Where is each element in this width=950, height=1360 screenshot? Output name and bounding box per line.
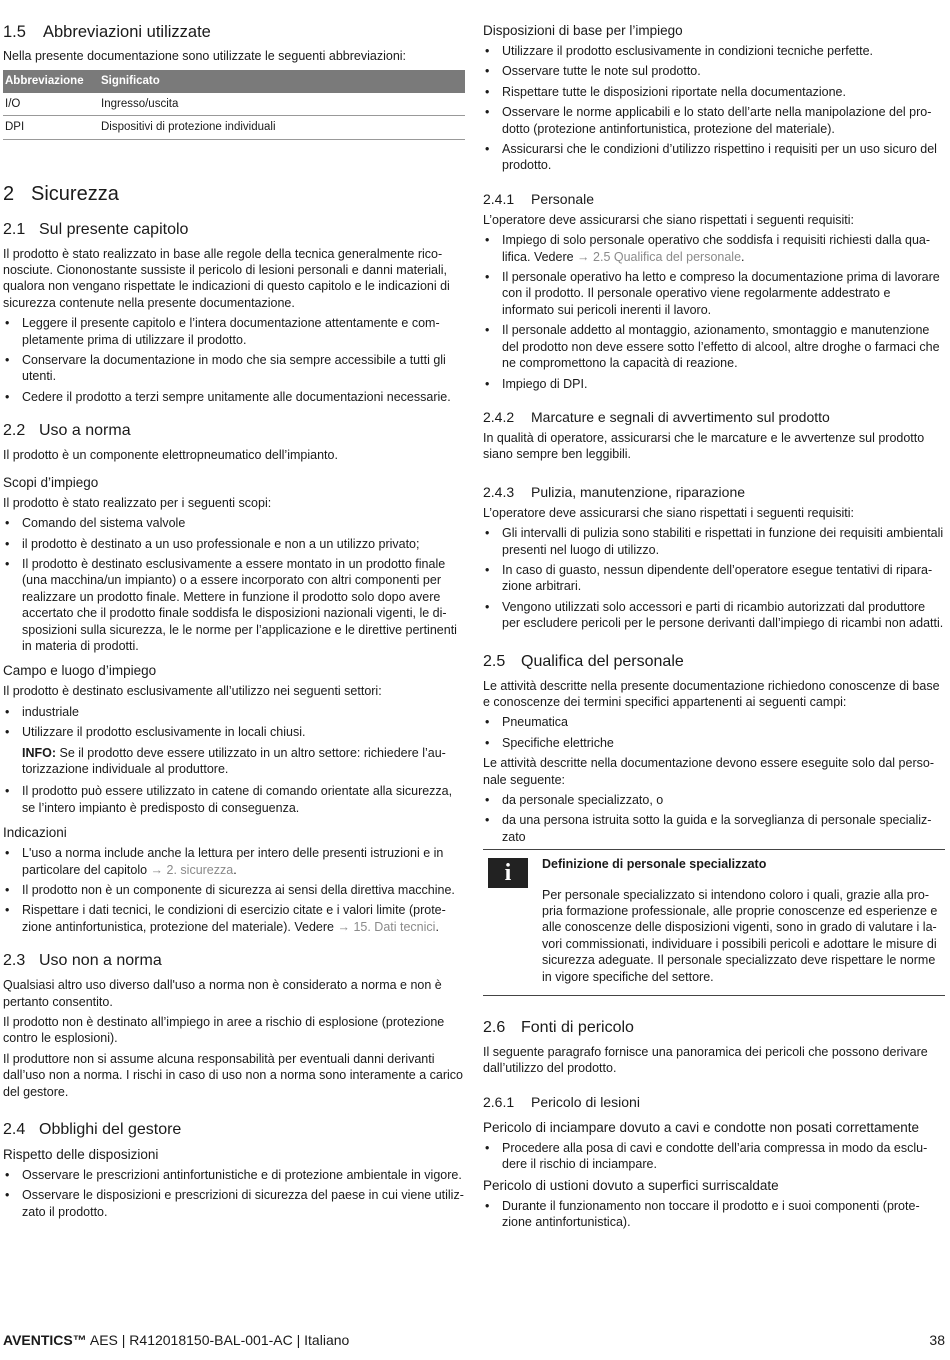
list-item: • Osservare tutte le note sul prodotto. — [483, 63, 945, 79]
table-cell: DPI — [3, 116, 99, 139]
table-cell: Ingresso/uscita — [99, 93, 465, 116]
abbr-intro: Nella presente documentazione sono utilizzate le seguenti abbreviazioni: — [3, 49, 407, 63]
list-item: • Assicurarsi che le condizioni d’utilizzo rispettino i requisiti per un uso sicuro del prodotto. — [483, 141, 945, 174]
section-2-3-para: Il produttore non si assume alcuna responsabilità per eventuali danni derivanti dall’uso non a norma. I rischi in caso di uso non a norma sono interamente a carico del gestore. — [3, 1051, 463, 1099]
info-icon: i — [488, 858, 528, 888]
section-2-1-heading: 2.1 Sul presente capitolo — [3, 220, 189, 238]
list-item: • Procedere alla posa di cavi e condotte dell’aria compressa in modo da escludere il rischio di inciampare. — [483, 1140, 945, 1173]
page-footer — [3, 1332, 945, 1348]
list-item: • da una persona istruita sotto la guida e la sorveglianza di personale specializzato — [483, 812, 945, 845]
scopi-list — [3, 515, 465, 654]
list-item: • Il personale addetto al montaggio, azionamento, smontaggio e manutenzione del prodotto non deve essere sotto l’effetto di alcool, altre droghe o farmaci che ne compromettono la capacità di reazione. — [483, 322, 945, 371]
section-2-3-para: Qualsiasi altro uso diverso dall'uso a norma non è considerato a norma e non è pertanto consentito. — [3, 978, 442, 1009]
base-heading: Disposizioni di base per l’impiego — [483, 23, 683, 38]
section-2-4-1-heading: 2.4.1 Personale — [483, 190, 595, 207]
rispetto-list — [3, 1167, 465, 1220]
table-cell: Dispositivi di protezione individuali — [99, 116, 465, 139]
campo-intro: Il prodotto è destinato esclusivamente all’utilizzo nei seguenti settori: — [3, 684, 382, 699]
footer-brand: AVENTICS™ — [3, 1332, 87, 1348]
indicazioni-heading: Indicazioni — [3, 825, 67, 841]
table-row — [3, 93, 465, 116]
hazard-trip-heading: Pericolo di inciampare dovuto a cavi e condotte non posati correttamente — [483, 1119, 920, 1135]
section-2-5-list-1 — [483, 714, 945, 751]
list-item: • industriale — [3, 704, 465, 720]
list-item: • Comando del sistema valvole — [3, 515, 465, 531]
list-item: • Rispettare i dati tecnici, le condizioni di esercizio citate e i valori limite (protezione antinfortunistica, protezione del materiale). Vedere → 15. Dati tecnici. — [3, 902, 465, 935]
info-label: INFO: — [22, 745, 57, 760]
section-2-5-para-2: Le attività descritte nella documentazione devono essere eseguite solo dal personale seguente: — [483, 756, 934, 787]
scopi-intro: Il prodotto è stato realizzato per i seguenti scopi: — [3, 495, 272, 510]
link-chapter-2[interactable]: → 2. sicurezza — [150, 862, 234, 877]
hazard-burn-heading: Pericolo di ustioni dovuto a superfici surriscaldate — [483, 1177, 779, 1193]
section-2-6-heading: 2.6 Fonti di pericolo — [483, 1019, 634, 1037]
section-2-3-heading: 2.3 Uso non a norma — [3, 952, 162, 970]
section-2-4-heading: 2.4 Obblighi del gestore — [3, 1121, 182, 1139]
info-box — [483, 849, 945, 996]
list-item: • Osservare le disposizioni e prescrizioni di sicurezza del paese in cui viene utilizzato il prodotto. — [3, 1187, 465, 1220]
list-item: • Il prodotto può essere utilizzato in catene di comando orientate alla sicurezza, se l’intero impianto è predisposto di conseguenza. — [3, 783, 465, 816]
list-item: • Il prodotto è destinato esclusivamente a essere montato in un prodotto finale (una macchina/un impianto) o a essere incorporato con altri componenti per realizzare un prodotto finale. Mettere in funzione il prodotto solo dopo avere accertato che il prodotto finale soddisfa le disposizioni nazionali vigenti, le disposizioni sulla sicurezza, le le norme per l’applicazione e le direttive pertinenti in materia di prodotti. — [3, 556, 465, 654]
section-2-2-para: Il prodotto è un componente elettropneumatico dell’impianto. — [3, 448, 338, 463]
list-item: • Specifiche elettriche — [483, 735, 945, 751]
section-2-5-list-2 — [483, 792, 945, 845]
page-number: 38 — [929, 1332, 945, 1348]
section-2-4-2-heading: 2.4.2 Marcature e segnali di avvertimento sul prodotto — [483, 408, 830, 425]
hazard-trip-list — [483, 1140, 945, 1173]
indicazioni-list — [3, 845, 465, 935]
link-chapter-15[interactable]: → 15. Dati tecnici — [337, 919, 436, 934]
rispetto-heading: Rispetto delle disposizioni — [3, 1147, 159, 1163]
campo-list-2 — [3, 783, 465, 816]
chapter-2-heading: 2 Sicurezza — [3, 182, 119, 205]
section-1-5-heading: 1.5 Abbreviazioni utilizzate — [3, 23, 211, 41]
section-2-4-3-list — [483, 525, 945, 631]
section-2-5-para-1: Le attività descritte nella presente documentazione richiedono conoscenze di base e conoscenze dei termini specifici appartenenti ai seguenti campi: — [483, 678, 940, 709]
table-cell: I/O — [3, 93, 99, 116]
campo-heading: Campo e luogo d’impiego — [3, 663, 157, 679]
list-item: • Impiego di DPI. — [483, 376, 945, 392]
list-item: • In caso di guasto, nessun dipendente dell’operatore esegue tentativi di riparazione arbitrari. — [483, 562, 945, 595]
col-header-meaning: Significato — [99, 70, 465, 92]
list-item: • Il prodotto non è un componente di sicurezza ai sensi della direttiva macchine. — [3, 882, 465, 898]
right-column — [483, 22, 945, 1235]
hazard-burn-list — [483, 1198, 945, 1231]
section-2-3-para: Il prodotto non è destinato all’impiego in aree a rischio di esplosione (protezione contro le esplosioni). — [3, 1015, 445, 1046]
list-item: • Cedere il prodotto a terzi sempre unitamente alle documentazioni necessarie. — [3, 389, 465, 405]
list-item: • da personale specializzato, o — [483, 792, 945, 808]
list-item: • il prodotto è destinato a un uso professionale e non a un utilizzo privato; — [3, 536, 465, 552]
section-2-6-para: Il seguente paragrafo fornisce una panoramica dei pericoli che possono derivare dall’utilizzo del prodotto. — [483, 1045, 928, 1076]
abbreviations-table — [3, 70, 465, 139]
list-item: • Osservare le norme applicabili e lo stato dell’arte nella manipolazione del prodotto (protezione antinfortunistica, protezione del materiale). — [483, 104, 945, 137]
info-box-text: Per personale specializzato si intendono coloro i quali, grazie alla propria formazione professionale, alle proprie conoscenze ed esperienze e alle conoscenze delle disposizioni vigenti, sono in grado di valutare i lavori commissionati, individuare i possibili pericoli e adottare le misure di sicurezza adeguate. Il personale specializzato deve rispettare le norme in vigore specifiche del settore. — [542, 887, 938, 984]
section-2-5-heading: 2.5 Qualifica del personale — [483, 652, 684, 670]
list-item: • Rispettare tutte le disposizioni riportate nella documentazione. — [483, 84, 945, 100]
section-2-4-1-intro: L’operatore deve assicurarsi che siano rispettati i seguenti requisiti: — [483, 212, 855, 227]
list-item: • Pneumatica — [483, 714, 945, 730]
table-row — [3, 116, 465, 139]
section-2-6-1-heading: 2.6.1 Pericolo di lesioni — [483, 1093, 640, 1110]
info-box-title: Definizione di personale specializzato — [542, 857, 767, 872]
base-list — [483, 43, 945, 174]
info-note — [22, 745, 465, 778]
scopi-heading: Scopi d’impiego — [3, 474, 99, 490]
list-item: • Utilizzare il prodotto esclusivamente in locali chiusi. — [3, 724, 465, 740]
list-item: • Osservare le prescrizioni antinfortunistiche e di protezione ambientale in vigore. — [3, 1167, 465, 1183]
list-item: • Durante il funzionamento non toccare il prodotto e i suoi componenti (protezione antinfortunistica). — [483, 1198, 945, 1231]
list-item: • Utilizzare il prodotto esclusivamente in condizioni tecniche perfette. — [483, 43, 945, 59]
link-section-2-5[interactable]: → 2.5 Qualifica del personale — [577, 249, 742, 264]
section-2-1-list — [3, 315, 465, 405]
info-box-body — [542, 856, 945, 989]
campo-list — [3, 704, 465, 741]
list-item: • Gli intervalli di pulizia sono stabiliti e rispettati in funzione dei requisiti ambientali presenti nel luogo di utilizzo. — [483, 525, 945, 558]
left-column — [3, 22, 465, 1224]
list-item: • Leggere il presente capitolo e l’intera documentazione attentamente e completamente prima di utilizzare il prodotto. — [3, 315, 465, 348]
info-text: Se il prodotto deve essere utilizzato in un altro settore: richiedere l’autorizzazione individuale al produttore. — [22, 745, 446, 776]
list-item: • Conservare la documentazione in modo che sia sempre accessibile a tutti gli utenti. — [3, 352, 465, 385]
footer-doc-info: AVENTICS™ AES | R412018150-BAL-001-AC | Italiano — [3, 1332, 350, 1348]
list-item: • Impiego di solo personale operativo che soddisfa i requisiti richiesti dalla qualifica. Vedere → 2.5 Qualifica del personale. — [483, 232, 945, 265]
list-item: • L'uso a norma include anche la lettura per intero delle presenti istruzioni e in particolare del capitolo → 2. sicurezza. — [3, 845, 465, 878]
col-header-abbr: Abbreviazione — [3, 70, 99, 92]
section-2-4-3-heading: 2.4.3 Pulizia, manutenzione, riparazione — [483, 483, 746, 500]
section-2-1-para: Il prodotto è stato realizzato in base alle regole della tecnica generalmente riconosciute. Ciononostante sussiste il pericolo di lesioni personali e danni materiali, qualora non vengano rispettate le indicazioni di questo capitolo e le indicazioni di sicurezza contenute nella presente documentazione. — [3, 246, 450, 310]
section-2-2-heading: 2.2 Uso a norma — [3, 422, 131, 440]
list-item: • Il personale operativo ha letto e compreso la documentazione prima di lavorare con il prodotto. Il personale operativo viene regolarmente addestrato e informato sui pericoli inerenti il lavoro. — [483, 269, 945, 318]
section-2-4-1-list — [483, 232, 945, 392]
table-header-row — [3, 70, 465, 92]
section-2-4-3-intro: L’operatore deve assicurarsi che siano rispettati i seguenti requisiti: — [483, 505, 855, 520]
section-2-4-2-para: In qualità di operatore, assicurarsi che le marcature e le avvertenze sul prodotto siano sempre ben leggibili. — [483, 430, 925, 462]
list-item: • Vengono utilizzati solo accessori e parti di ricambio autorizzati dal produttore per escludere pericoli per le persone derivanti dall’impiego di ricambi non adatti. — [483, 599, 945, 632]
